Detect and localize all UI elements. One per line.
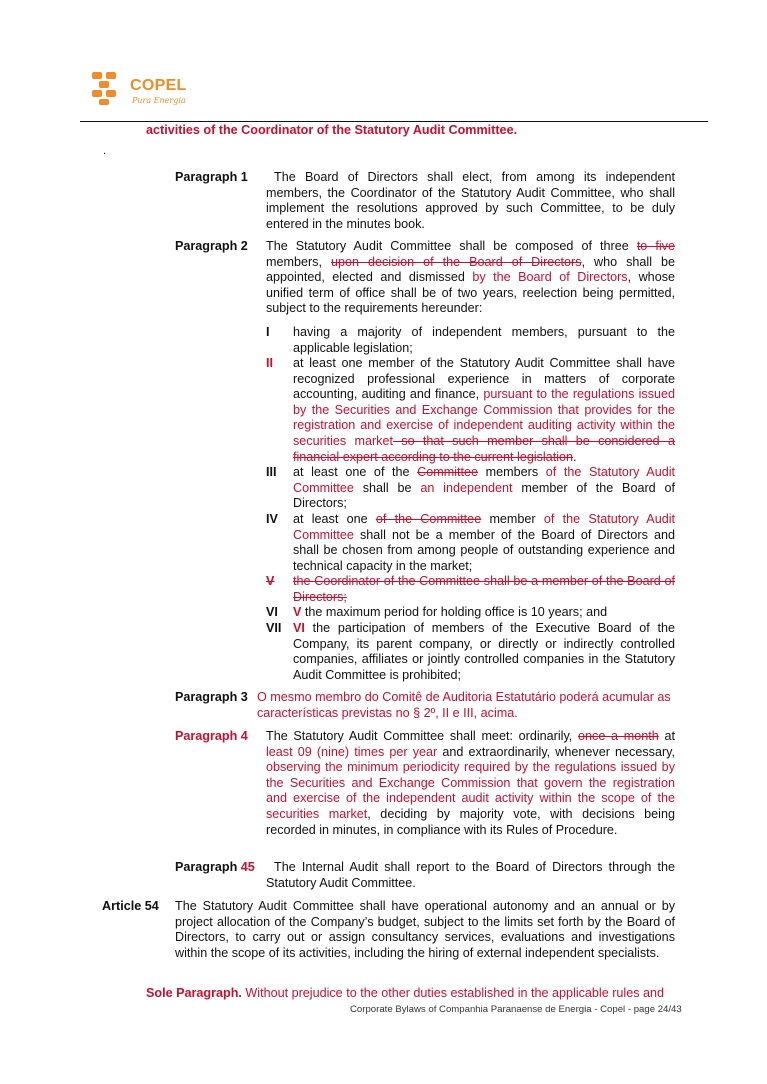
item-3-text: at least one of the Committee members of the Statutory Audit Committee shall be an independent member of the Board of Directors;	[293, 465, 676, 511]
item-3-number: III	[266, 465, 277, 479]
item-6-number: VI	[266, 605, 278, 619]
header-divider	[80, 121, 708, 122]
page-footer: Corporate Bylaws of Companhia Paranaense de Energia - Copel - page 24/43	[350, 1004, 682, 1015]
paragraph-1-text: The Board of Directors shall elect, from among its independent members, the Coordinator of the Statutory Audit Committee, who shall implement the resolutions approved by such Committee, to be duly entered in the minutes book.	[266, 170, 675, 231]
paragraph-3-label: Paragraph 3	[175, 690, 248, 704]
item-2-text: at least one member of the Statutory Audit Committee shall have recognized professional experience in matters of corporate accounting, auditing and finance, pursuant to the regulations issued by the Securities and Exchange Commission that provides for the registration and exercise of independent auditing activity within the securities market so that such member shall be considered a financial expert according to the current legislation.	[293, 356, 675, 464]
logo-name: COPEL	[130, 77, 187, 94]
logo-tagline: Pura Energia	[132, 96, 186, 105]
paragraph-4-text: The Statutory Audit Committee shall meet: ordinarily, once a month at least 09 (nine) times per year and extraordinarily, whenever necessary, observing the minimum periodicity required by the regulations issued by the Securities and Exchange Commission that govern the registration and exercise of the independent audit activity within the scope of the securities market, deciding by majority vote, with decisions being recorded in minutes, in compliance with its Rules of Procedure.	[266, 729, 676, 837]
article-label: Article 54	[102, 899, 159, 913]
item-7-number: VII	[266, 621, 282, 635]
article-text: The Statutory Audit Committee shall have operational autonomy and an annual or by project allocation of the Company’s budget, subject to the limits set forth by the Board of Directors, to carry out or assign consultancy services, evaluations and investigations within the scope of its activities, including the hiring of external independent specialists.	[175, 899, 675, 960]
item-4-number: IV	[266, 512, 278, 526]
paragraph-5-text: The Internal Audit shall report to the Board of Directors through the Statutory Audit Committee.	[266, 860, 675, 890]
item-7-text: VI the participation of members of the Executive Board of the Company, its parent company, or directly or indirectly controlled companies, affiliates or jointly controlled companies in the Statutory Audit Committee is prohibited;	[293, 621, 675, 682]
carryover-text: activities of the Coordinator of the Statutory Audit Committee.	[146, 123, 518, 137]
paragraph-5-label: Paragraph 45	[175, 860, 255, 874]
paragraph-4-label: Paragraph 4	[175, 729, 248, 743]
copel-logo-icon	[90, 70, 124, 106]
item-6-text: V the maximum period for holding office is 10 years; and	[293, 605, 608, 619]
paragraph-2-text: The Statutory Audit Committee shall be composed of three to five members, upon decision of the Board of Directors, who shall be appointed, elected and dismissed by the Board of Directors, whose unified term of office shall be of two years, reelection being permitted, subject to the requirements hereunder:	[266, 239, 676, 316]
paragraph-3-text: O mesmo membro do Comitê de Auditoria Estatutário poderá acumular as características previstas no § 2º, II e III, acima.	[257, 690, 671, 720]
sole-paragraph: Sole Paragraph. Without prejudice to the other duties established in the applicable rules and	[146, 986, 665, 1000]
item-4-text: at least one of the Committee member of the Statutory Audit Committee shall not be a member of the Board of Directors and shall be chosen from among people of outstanding experience and technical capacity in the market;	[293, 512, 675, 573]
stray-mark: .	[103, 145, 107, 157]
copel-logo	[90, 70, 200, 110]
item-5-number: V	[266, 574, 275, 588]
item-2-number: II	[266, 356, 273, 370]
item-1-text: having a majority of independent members, pursuant to the applicable legislation;	[293, 325, 675, 355]
item-1-number: I	[266, 325, 270, 339]
item-5-text: the Coordinator of the Committee shall be a member of the Board of Directors;	[293, 574, 675, 604]
paragraph-1-label: Paragraph 1	[175, 170, 248, 184]
paragraph-2-label: Paragraph 2	[175, 239, 248, 253]
